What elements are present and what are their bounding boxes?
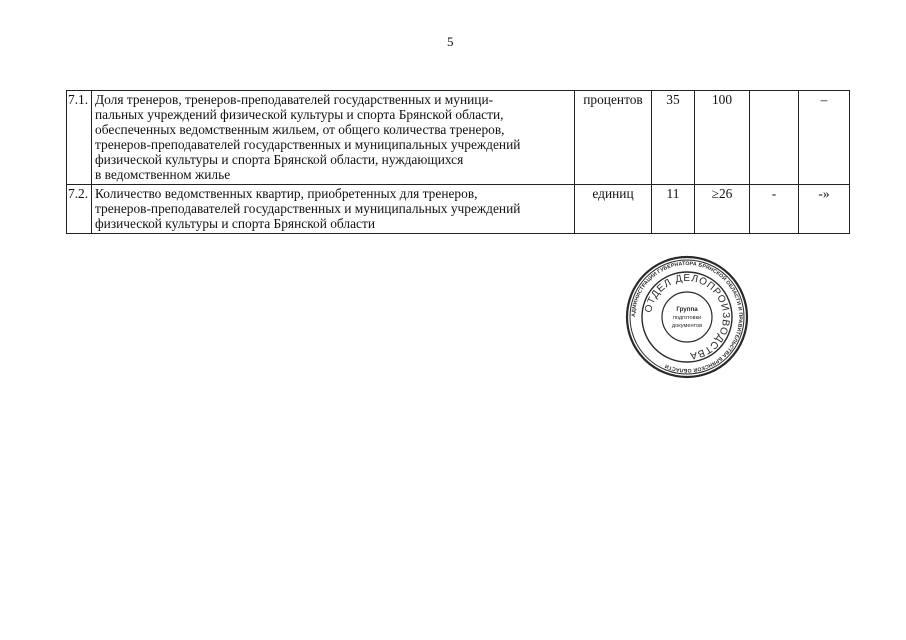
stamp-center-line: Группа bbox=[676, 306, 698, 313]
stamp-center-line: документов bbox=[671, 323, 703, 329]
description-line: Доля тренеров, тренеров-преподавателей государственных и муници- bbox=[95, 92, 494, 107]
row-last-value: -» bbox=[799, 185, 850, 234]
stamp-seal-icon bbox=[625, 255, 749, 379]
row-target-value: 100 bbox=[695, 91, 750, 185]
stamp-center-line: подготовки bbox=[672, 315, 702, 321]
stamp-inner-text: ОТДЕЛ ДЕЛОПРОИЗВОДСТВА bbox=[643, 272, 732, 362]
table-row bbox=[67, 185, 850, 234]
description-line: физической культуры и спорта Брянской области, нуждающихся bbox=[95, 152, 464, 167]
description-line: в ведомственном жилье bbox=[95, 167, 231, 182]
row-number: 7.1. bbox=[67, 91, 92, 185]
row-extra-value bbox=[750, 91, 799, 185]
row-base-value: 35 bbox=[652, 91, 695, 185]
row-unit: процентов bbox=[575, 91, 652, 185]
row-number: 7.2. bbox=[67, 185, 92, 234]
row-unit: единиц bbox=[575, 185, 652, 234]
description-line: Количество ведомственных квартир, приобретенных для тренеров, bbox=[95, 186, 478, 201]
indicators-table bbox=[66, 90, 850, 234]
department-stamp bbox=[625, 255, 749, 379]
description-line: физической культуры и спорта Брянской области bbox=[95, 216, 375, 231]
row-last-value: – bbox=[799, 91, 850, 185]
description-line: тренеров-преподавателей государственных и муниципальных учреждений bbox=[95, 201, 521, 216]
row-extra-value: - bbox=[750, 185, 799, 234]
row-target-value: ≥26 bbox=[695, 185, 750, 234]
row-base-value: 11 bbox=[652, 185, 695, 234]
description-line: тренеров-преподавателей государственных и муниципальных учреждений bbox=[95, 137, 521, 152]
stamp-outer-text: АДМИНИСТРАЦИИ ГУБЕРНАТОРА БРЯНСКОЙ ОБЛАСТИ И ПРАВИТЕЛЬСТВА БРЯНСКОЙ ОБЛАСТИ bbox=[630, 260, 744, 374]
row-description bbox=[92, 185, 575, 234]
description-line: обеспеченных ведомственным жильем, от общего количества тренеров, bbox=[95, 122, 505, 137]
page-number: 5 bbox=[447, 34, 454, 49]
table-row bbox=[67, 91, 850, 185]
row-description bbox=[92, 91, 575, 185]
description-line: пальных учреждений физической культуры и спорта Брянской области, bbox=[95, 107, 504, 122]
